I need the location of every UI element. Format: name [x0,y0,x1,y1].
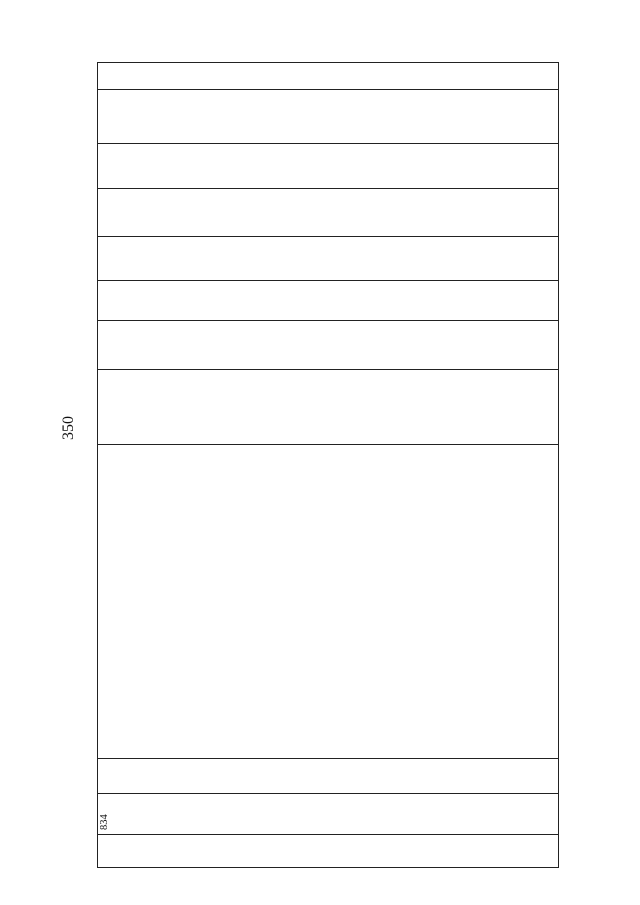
table-cell [98,835,559,868]
table-cell [98,63,559,90]
table-cell [98,189,559,237]
table-cell [98,237,559,281]
table-cell [98,445,559,759]
page-number: 350 [60,416,77,440]
table-row-num [98,63,559,868]
table-cell [98,370,559,445]
table-cell [98,90,559,144]
table-cell [98,144,559,189]
table-cell [98,321,559,370]
ppe-table-container [97,63,559,868]
table-cell [98,281,559,321]
table-cell: 834 [98,794,559,835]
table-cell [98,759,559,794]
ppe-norms-table [97,62,559,868]
